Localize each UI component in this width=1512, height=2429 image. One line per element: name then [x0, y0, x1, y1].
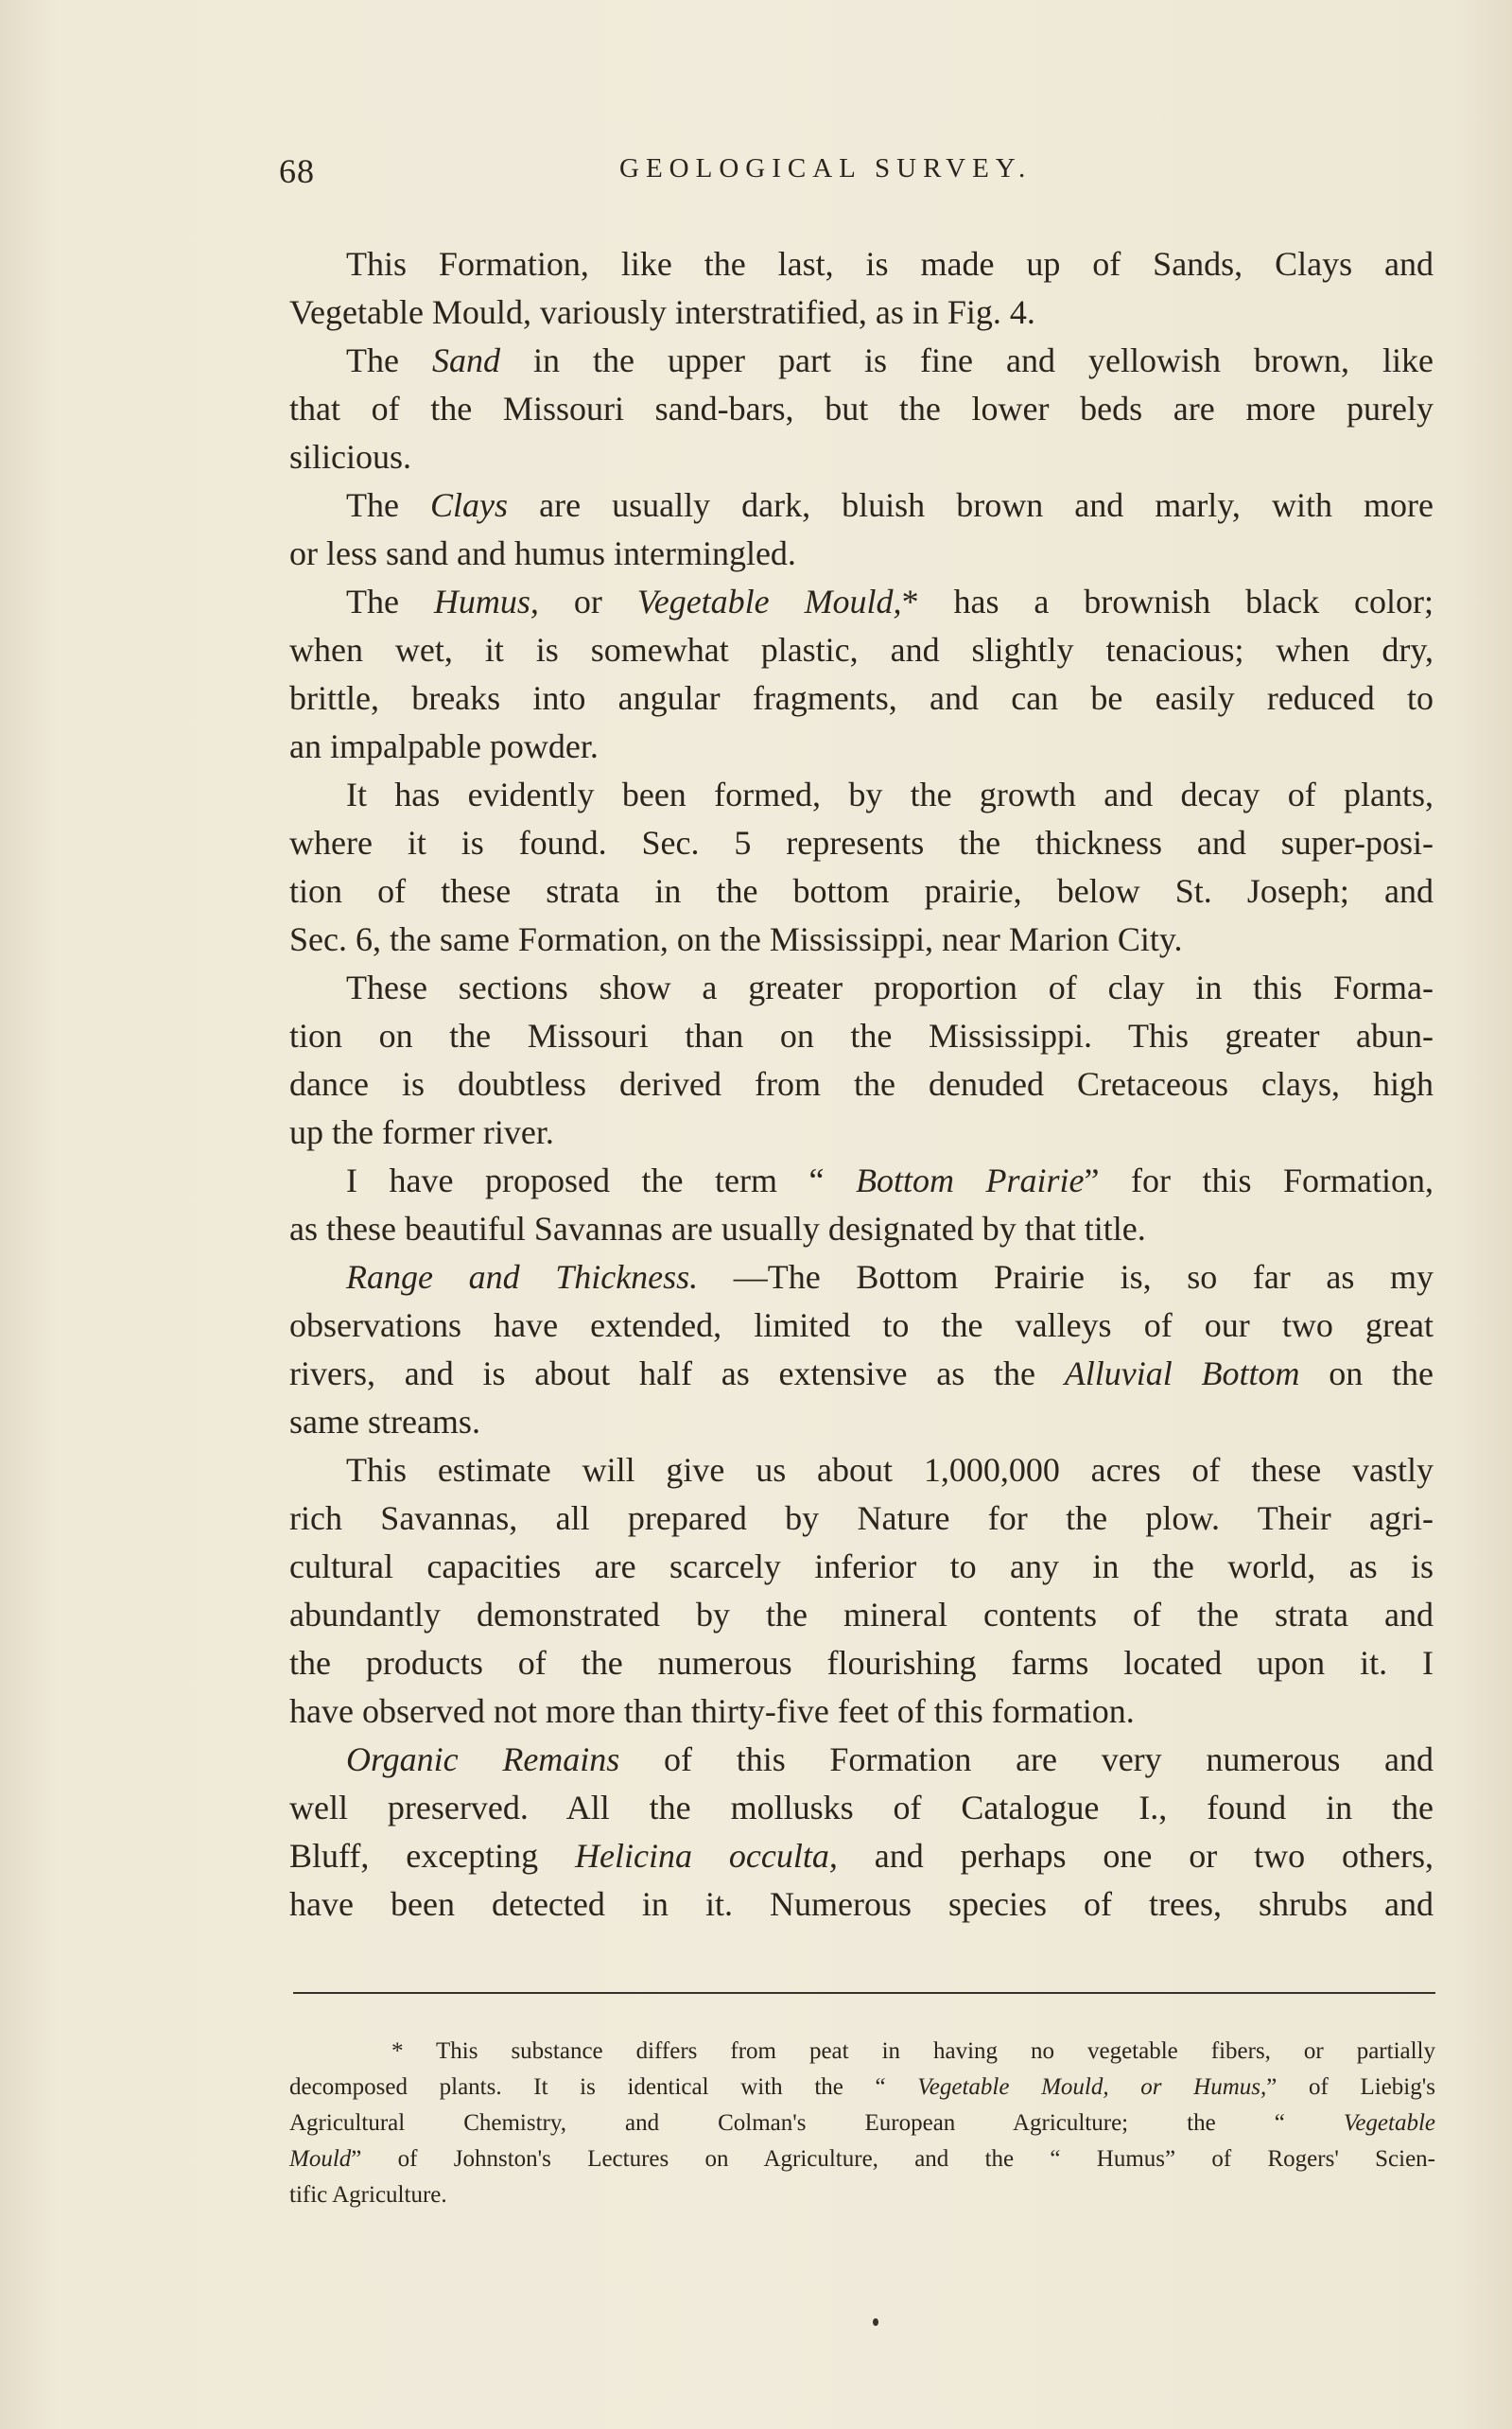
- text-line: same streams.: [289, 1403, 480, 1441]
- text-line: [289, 1736, 1434, 1784]
- text-run: The: [346, 486, 431, 524]
- text-run: The: [346, 341, 432, 379]
- italic-term: Alluvial Bottom: [1064, 1354, 1300, 1392]
- text-run: * has a brownish black color;: [901, 583, 1434, 620]
- italic-term: Helicina occulta,: [575, 1837, 838, 1875]
- text-line: the products of the numerous flourishing farms located upon it. I: [289, 1644, 1434, 1682]
- text-line: brittle, breaks into angular fragments, and can be easily reduced to: [289, 679, 1434, 717]
- text-run: are usually dark, bluish brown and marly, with more: [508, 486, 1434, 524]
- footnote-divider: [293, 1992, 1435, 1994]
- footnote-line: [289, 2070, 1435, 2106]
- text-run: or: [538, 583, 637, 620]
- text-run: rivers, and is about half as extensive as the: [289, 1354, 1065, 1392]
- italic-term: Bottom Prairie: [855, 1162, 1085, 1199]
- text-line: [289, 1832, 1434, 1880]
- text-run: and perhaps one or two others,: [837, 1837, 1434, 1875]
- text-run: —The Bottom Prairie is, so far as my: [698, 1258, 1434, 1296]
- body-text: [289, 240, 1434, 1929]
- italic-term: Mould: [289, 2146, 352, 2172]
- text-line: where it is found. Sec. 5 represents the thickness and super-posi-: [289, 824, 1434, 862]
- text-run: on the: [1299, 1354, 1434, 1392]
- text-line: [289, 1253, 1434, 1302]
- text-line: This estimate will give us about 1,000,000 acres of these vastly: [346, 1451, 1434, 1489]
- text-line: tion on the Missouri than on the Mississippi. This greater abun-: [289, 1017, 1434, 1055]
- text-line: when wet, it is somewhat plastic, and slightly tenacious; when dry,: [289, 631, 1434, 669]
- text-line: an impalpable powder.: [289, 727, 599, 765]
- text-run: I have proposed the term “: [346, 1162, 856, 1199]
- footnote-line: [289, 2141, 1435, 2177]
- text-line: cultural capacities are scarcely inferior to any in the world, as is: [289, 1547, 1434, 1585]
- italic-term: Vegetable Mould,: [636, 583, 902, 620]
- text-line: up the former river.: [289, 1113, 554, 1151]
- text-line: It has evidently been formed, by the growth and decay of plants,: [346, 776, 1434, 813]
- text-line: well preserved. All the mollusks of Catalogue I., found in the: [289, 1789, 1434, 1826]
- text-line: dance is doubtless derived from the denuded Cretaceous clays, high: [289, 1065, 1434, 1103]
- text-run: decomposed plants. It is identical with the “: [289, 2074, 918, 2100]
- text-line: [289, 337, 1434, 385]
- footnote-line: * This substance differs from peat in having no vegetable fibers, or partially: [391, 2038, 1435, 2064]
- footnote-line: [289, 2106, 1435, 2141]
- text-run: in the upper part is fine and yellowish brown, like: [500, 341, 1434, 379]
- footnote-line: tific Agriculture.: [289, 2182, 447, 2208]
- text-line: [289, 578, 1434, 626]
- running-head: [279, 151, 1434, 195]
- text-line: or less sand and humus intermingled.: [289, 534, 796, 572]
- italic-term: Vegetable Mould, or Humus,: [917, 2074, 1267, 2100]
- text-line: observations have extended, limited to the valleys of our two great: [289, 1306, 1434, 1344]
- text-line: silicious.: [289, 438, 412, 476]
- text-line: Sec. 6, the same Formation, on the Mississippi, near Marion City.: [289, 920, 1183, 958]
- text-line: Vegetable Mould, variously interstratified, as in Fig. 4.: [289, 293, 1035, 331]
- text-line: tion of these strata in the bottom prairie, below St. Joseph; and: [289, 872, 1434, 910]
- text-line: These sections show a greater proportion of clay in this Forma-: [346, 969, 1434, 1006]
- text-run: of this Formation are very numerous and: [619, 1740, 1434, 1778]
- italic-term: Sand: [432, 341, 500, 379]
- text-run: ” of Liebig's: [1266, 2074, 1435, 2100]
- text-line: abundantly demonstrated by the mineral contents of the strata and: [289, 1596, 1434, 1634]
- text-line: have observed not more than thirty-five feet of this formation.: [289, 1692, 1135, 1730]
- page-number: 68: [279, 152, 315, 190]
- text-run: ” of Johnston's Lectures on Agriculture, and the “ Humus” of Rogers' Scien-: [351, 2146, 1435, 2172]
- text-line: [289, 1157, 1434, 1205]
- text-run: Agricultural Chemistry, and Colman's European Agriculture; the “: [289, 2110, 1344, 2136]
- italic-term: Range and Thickness.: [346, 1258, 699, 1296]
- italic-term: Humus,: [433, 583, 539, 620]
- text-run: The: [346, 583, 434, 620]
- running-title: GEOLOGICAL SURVEY.: [619, 153, 1033, 183]
- text-line: as these beautiful Savannas are usually designated by that title.: [289, 1210, 1146, 1248]
- text-line: [289, 481, 1434, 530]
- text-line: rich Savannas, all prepared by Nature for the plow. Their agri-: [289, 1499, 1434, 1537]
- italic-term: Vegetable: [1343, 2110, 1435, 2136]
- text-line: [289, 1350, 1434, 1398]
- text-line: have been detected in it. Numerous species of trees, shrubs and: [289, 1885, 1434, 1923]
- text-run: Bluff, excepting: [289, 1837, 576, 1875]
- ink-speck: [873, 2318, 878, 2326]
- text-line: This Formation, like the last, is made up of Sands, Clays and: [346, 245, 1434, 283]
- italic-term: Clays: [430, 486, 509, 524]
- footnote: [289, 2034, 1435, 2213]
- text-line: that of the Missouri sand-bars, but the lower beds are more purely: [289, 390, 1434, 428]
- text-run: ” for this Formation,: [1084, 1162, 1434, 1199]
- italic-term: Organic Remains: [346, 1740, 620, 1778]
